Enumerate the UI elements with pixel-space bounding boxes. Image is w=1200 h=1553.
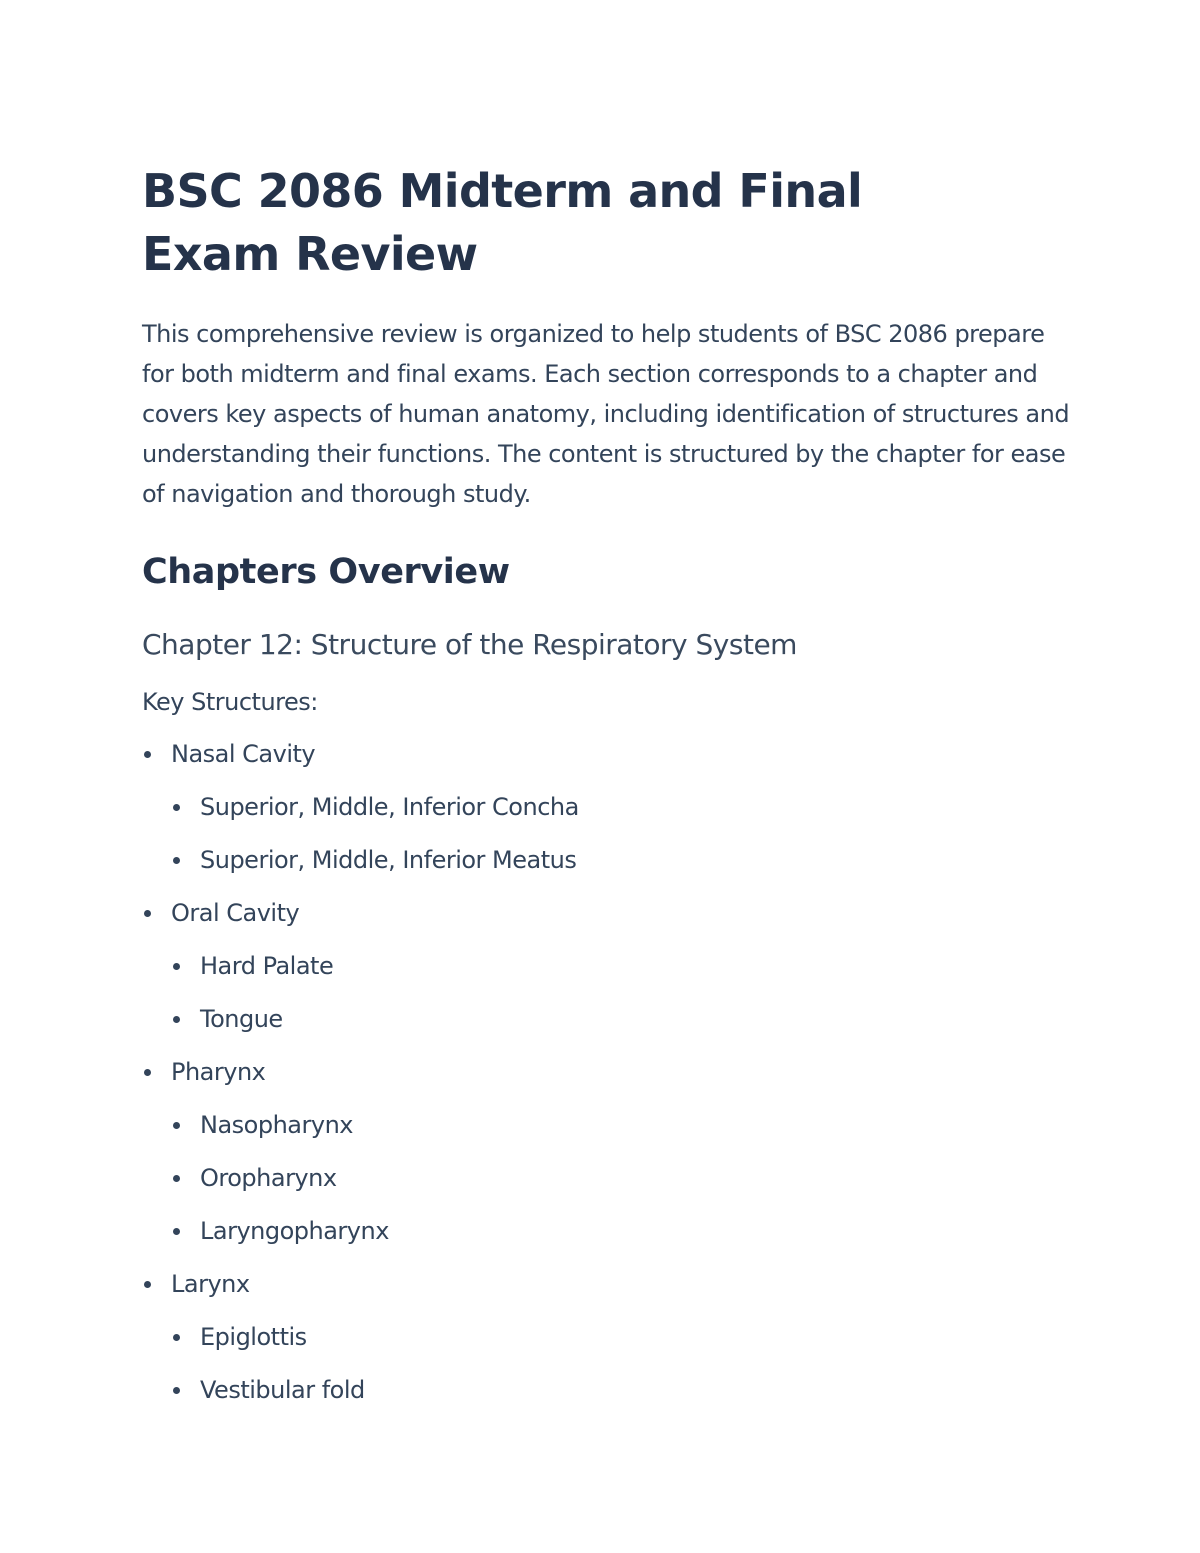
- structure-list: [142, 728, 1060, 1417]
- bullet-icon: [173, 1016, 180, 1023]
- list-item-label: Pharynx: [171, 1058, 266, 1086]
- list-item-label: Oral Cavity: [171, 899, 300, 927]
- sub-list-item: [171, 1311, 1060, 1364]
- sub-list-item-label: Superior, Middle, Inferior Concha: [200, 793, 579, 821]
- intro-paragraph: This comprehensive review is organized to help students of BSC 2086 prepare for both midterm and final exams. Each section corresponds to a chapter and covers key aspects of human anatomy, including identification of structures and understanding their functions. The content is structured by the chapter for ease of navigation and thorough study.: [142, 320, 1070, 508]
- sub-list: [171, 781, 1060, 887]
- bullet-icon: [173, 1228, 180, 1235]
- sub-list-item-label: Oropharynx: [200, 1164, 337, 1192]
- sub-list-item: [171, 1152, 1060, 1205]
- sub-list: [171, 1099, 1060, 1258]
- list-item-label: Larynx: [171, 1270, 250, 1298]
- list-item: [142, 887, 1060, 1046]
- bullet-icon: [144, 1281, 151, 1288]
- list-item: [142, 728, 1060, 887]
- bullet-icon: [173, 1122, 180, 1129]
- bullet-icon: [144, 1069, 151, 1076]
- sub-list-item-label: Superior, Middle, Inferior Meatus: [200, 846, 577, 874]
- section-heading: Chapters Overview: [142, 552, 510, 592]
- key-structures-label: Key Structures:: [142, 688, 318, 716]
- list-item: [142, 1046, 1060, 1258]
- bullet-icon: [173, 804, 180, 811]
- bullet-icon: [144, 751, 151, 758]
- bullet-icon: [173, 1334, 180, 1341]
- sub-list-item: [171, 1099, 1060, 1152]
- document-title: BSC 2086 Midterm and Final Exam Review: [142, 164, 863, 281]
- sub-list-item-label: Hard Palate: [200, 952, 334, 980]
- sub-list-item: [171, 940, 1060, 993]
- list-item-label: Nasal Cavity: [171, 740, 316, 768]
- bullet-icon: [173, 1175, 180, 1182]
- sub-list-item: [171, 781, 1060, 834]
- chapter-heading: Chapter 12: Structure of the Respiratory System: [142, 628, 797, 661]
- sub-list-item-label: Tongue: [200, 1005, 283, 1033]
- bullet-icon: [173, 963, 180, 970]
- sub-list-item-label: Epiglottis: [200, 1323, 307, 1351]
- bullet-icon: [173, 857, 180, 864]
- sub-list-item: [171, 993, 1060, 1046]
- bullet-icon: [144, 910, 151, 917]
- sub-list: [171, 940, 1060, 1046]
- sub-list-item-label: Nasopharynx: [200, 1111, 353, 1139]
- bullet-icon: [173, 1387, 180, 1394]
- sub-list-item: [171, 1364, 1060, 1417]
- sub-list-item-label: Laryngopharynx: [200, 1217, 389, 1245]
- list-item: [142, 1258, 1060, 1417]
- sub-list-item: [171, 1205, 1060, 1258]
- sub-list-item-label: Vestibular fold: [200, 1376, 365, 1404]
- sub-list: [171, 1311, 1060, 1417]
- sub-list-item: [171, 834, 1060, 887]
